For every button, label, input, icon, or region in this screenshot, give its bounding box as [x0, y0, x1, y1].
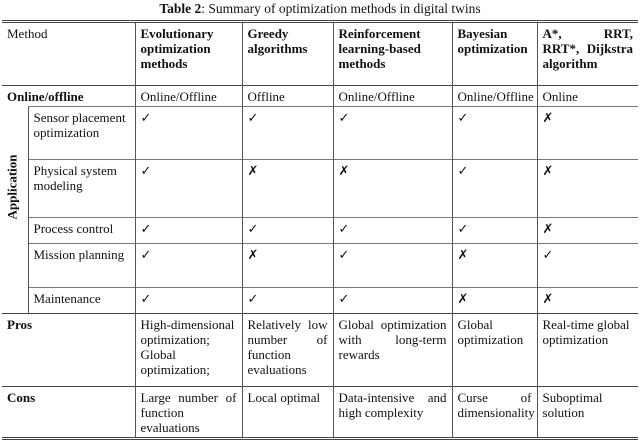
online-row: [2, 86, 638, 107]
optimization-methods-table: [2, 20, 638, 440]
cell: Data-intensive and high complexity: [333, 387, 452, 439]
cell: Online/Offline: [135, 86, 242, 107]
cell: ✓: [537, 244, 638, 288]
application-row: [2, 160, 638, 218]
header-evolutionary: Evolutionary optimization methods: [135, 22, 242, 86]
cell: ✗: [333, 160, 452, 218]
cell: Global optimization with long-term rewards: [333, 314, 452, 387]
row-label: Mission planning: [28, 244, 135, 288]
header-path-planning: A*, RRT, RRT*, Dijkstra algorithm: [537, 22, 638, 86]
cell: ✓: [333, 107, 452, 160]
cell: ✗: [537, 160, 638, 218]
cell: ✓: [135, 218, 242, 244]
cell: ✓: [135, 160, 242, 218]
cell: ✗: [537, 107, 638, 160]
caption-text: : Summary of optimization methods in digital twins: [201, 1, 481, 16]
cell: ✓: [333, 218, 452, 244]
application-row: [2, 288, 638, 314]
cell: ✗: [537, 288, 638, 314]
cell: Offline: [242, 86, 333, 107]
cell: Local optimal: [242, 387, 333, 439]
cell: ✗: [537, 218, 638, 244]
cell: Online: [537, 86, 638, 107]
application-row: [2, 218, 638, 244]
row-label: Sensor placement optimization: [28, 107, 135, 160]
cell: ✗: [452, 288, 537, 314]
application-label: Application: [4, 154, 20, 220]
cell: Suboptimal solution: [537, 387, 638, 439]
header-rl: Reinforcement learning-based methods: [333, 22, 452, 86]
caption-label: Table 2: [159, 1, 202, 16]
pros-label: Pros: [2, 314, 135, 387]
cons-row: [2, 387, 638, 439]
table-caption: [0, 1, 640, 17]
cell: Global optimization: [452, 314, 537, 387]
header-greedy: Greedy algorithms: [242, 22, 333, 86]
cell: Relatively low number of function evaluations: [242, 314, 333, 387]
cell: Real-time global optimization: [537, 314, 638, 387]
cell: Online/Offline: [333, 86, 452, 107]
cell: ✗: [242, 244, 333, 288]
pros-row: [2, 314, 638, 387]
cell: ✓: [333, 288, 452, 314]
online-label: Online/offline: [2, 86, 135, 107]
cell: ✓: [242, 107, 333, 160]
cell: Online/Offline: [452, 86, 537, 107]
cell: ✓: [452, 218, 537, 244]
row-label: Process control: [28, 218, 135, 244]
cell: Curse of dimensionality: [452, 387, 537, 439]
cell: ✓: [135, 107, 242, 160]
cons-label: Cons: [2, 387, 135, 439]
cell: ✓: [333, 244, 452, 288]
header-method: Method: [7, 26, 48, 41]
header-row: [2, 22, 638, 86]
cell: ✓: [452, 160, 537, 218]
cell: ✓: [135, 244, 242, 288]
cell: High-dimensional optimization; Global optimization;: [135, 314, 242, 387]
application-row: [2, 244, 638, 288]
header-bayesian: Bayesian optimization: [452, 22, 537, 86]
cell: ✓: [452, 107, 537, 160]
application-row: [2, 107, 638, 160]
cell: Large number of function evaluations: [135, 387, 242, 439]
cell: ✓: [242, 288, 333, 314]
row-label: Physical system modeling: [28, 160, 135, 218]
cell: ✓: [135, 288, 242, 314]
cell: ✗: [452, 244, 537, 288]
row-label: Maintenance: [28, 288, 135, 314]
cell: ✗: [242, 160, 333, 218]
cell: ✓: [242, 218, 333, 244]
